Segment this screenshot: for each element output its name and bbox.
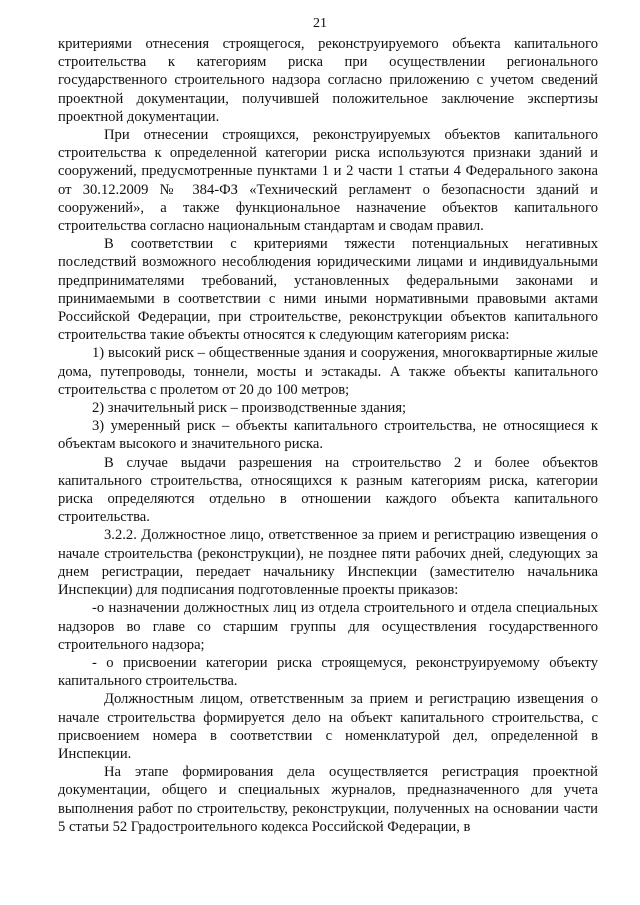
paragraph-risk-assignment-features: При отнесении строящихся, реконструируемых объектов капитального строительства к определенной категории риска используются признаки зданий и сооружений, предусмотренные пунктами 1 и 2 части 1 статьи 4 Федерального закона от 30.12.2009 № 384-ФЗ «Технический регламент о безопасности зданий и сооружений», а также функциональное назначение объектов капитального строительства согласно национальным стандартам и сводам правил.: [58, 127, 598, 235]
page-number: 21: [313, 16, 327, 31]
paragraph-multiple-objects: В случае выдачи разрешения на строительство 2 и более объектов капитального строительства, относящихся к разным категориям риска, категории риска определяются отдельно в отношении каждого объекта капитального строительства.: [58, 454, 598, 526]
document-body: [58, 35, 598, 836]
paragraph-registration-stage: На этапе формирования дела осуществляется регистрация проектной документации, общего и специальных журналов, предназначенного для учета выполнения работ по строительству, реконструкции, полученных на основании части 5 статьи 52 Градостроительного кодекса Российской Федерации, в: [58, 764, 598, 835]
paragraph-risk-criteria-continuation: критериями отнесения строящегося, реконструируемого объекта капитального строительства к категориям риска при осуществлении регионального государственного строительного надзора согласно приложению с учетом сведений проектной документации, получившей положительное заключение экспертизы проектной документации.: [58, 36, 598, 125]
paragraph-severity-criteria: В соответствии с критериями тяжести потенциальных негативных последствий возможного несоблюдения юридическими лицами и индивидуальными предпринимателями требований, установленных федеральными законами и принимаемыми в соответствии с ними иными нормативными правовыми актами Российской Федерации, при строительстве, реконструкции объектов капитального строительства такие объекты относятся к следующим категориям риска:: [58, 236, 598, 344]
list-item-appointment-order: -о назначении должностных лиц из отдела строительного и отдела специальных надзоров во главе со старшим группы для осуществления государственного строительного надзора;: [58, 600, 598, 653]
list-item-moderate-risk: 3) умеренный риск – объекты капитального строительства, не относящиеся к объектам высокого и значительного риска.: [58, 418, 598, 453]
paragraph-section-3-2-2: 3.2.2. Должностное лицо, ответственное за прием и регистрацию извещения о начале строительства (реконструкции), не позднее пяти рабочих дней, следующих за днем регистрации, передает начальнику Инспекции (заместителю начальника Инспекции) для подписания подготовленные проекты приказов:: [58, 527, 598, 599]
list-item-risk-category-order: - о присвоении категории риска строящемуся, реконструируемому объекту капитального строительства.: [58, 654, 598, 690]
list-item-high-risk: 1) высокий риск – общественные здания и сооружения, многоквартирные жилые дома, путепроводы, тоннели, мосты и эстакады. А также объекты капитального строительства с пролетом от 20 до 100 метров;: [58, 345, 598, 398]
list-item-significant-risk: 2) значительный риск – производственные здания;: [92, 400, 407, 417]
paragraph-case-file-formation: Должностным лицом, ответственным за прием и регистрацию извещения о начале строительства формируется дело на объект капитального строительства, с присвоением номера в соответствии с номенклатурой дел, определенной в Инспекции.: [58, 691, 598, 762]
